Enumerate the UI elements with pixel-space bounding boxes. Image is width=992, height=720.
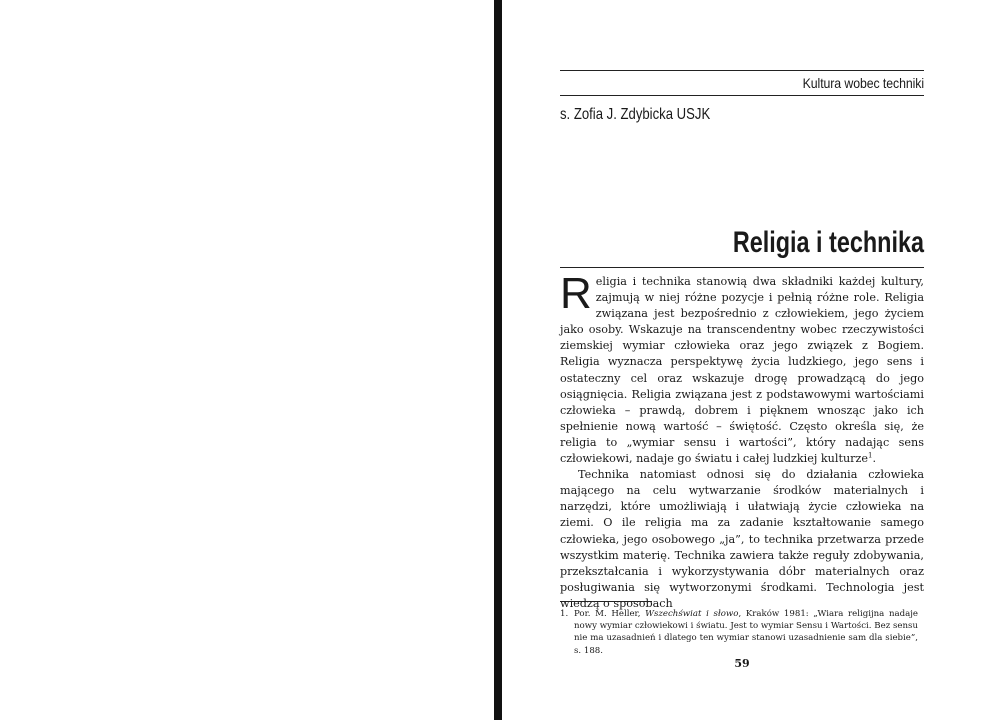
footnote-rule bbox=[560, 601, 652, 602]
running-header: Kultura wobec techniki bbox=[802, 75, 924, 91]
footnote-prefix: Por. M. Heller, bbox=[574, 609, 646, 619]
footnote bbox=[560, 608, 924, 657]
footnote-mark: 1. bbox=[560, 609, 569, 619]
footnote-body bbox=[574, 608, 918, 657]
paragraph-1-text: eligia i technika stanowią dwa składniki każdej kultury, zajmują w niej różne pozycje i pełnią różne role. Religia związana jest bezpośrednio z człowiekiem, jego życiem jako osoby. Wskazuje na transcendentny wobec rzeczywistości ziemskiej wymiar człowieka oraz jego związek z Bogiem. Religia wyznacza perspektywę życia ludzkiego, jego sens i ostateczny cel oraz wskazuje drogę prowadzącą do jego osiągnięcia. Religia związana jest z podstawowymi wartościami człowieka – prawdą, dobrem i pięknem wnosząc jako ich spełnienie nową wartość – świętość. Często określa się, że religia to „wymiar sensu i wartości”, który nadając sens człowiekowi, nadaje go światu i całej ludzkiej kulturze bbox=[560, 275, 924, 466]
footnote-work-title: Wszechświat i słowo bbox=[645, 609, 739, 619]
header-rule-bottom bbox=[560, 95, 924, 96]
book-page bbox=[560, 70, 924, 670]
header-rule-top bbox=[560, 70, 924, 71]
footnote-suffix: , Kraków 1981: „Wiara religijna nadaje nowy wymiar człowiekowi i światu. Jest to wymiar Sensu i Wartości. Bez sensu nie ma uzasadnień i dlatego ten wymiar stanowi uzasadnienie sam dla siebie”, s. 188. bbox=[574, 609, 918, 656]
paragraph-2: Technika natomiast odnosi się do działania człowieka mającego na celu wytwarzanie środków materialnych i narzędzi, które umożliwiają i ułatwiają życie człowieka na ziemi. O ile religia ma za zadanie kształtowanie samego człowieka, jego osobowego „ja”, to technika przetwarza przede wszystkim materię. Technika zawiera także reguły zdobywania, przekształcania i wykorzystywania dóbr materialnych oraz posługiwania się wytworzonymi środkami. Technologia jest wiedzą o sposobach bbox=[560, 468, 924, 610]
article-body bbox=[560, 269, 924, 612]
author-name: s. Zofia J. Zdybicka USJK bbox=[560, 106, 711, 123]
title-rule bbox=[560, 267, 924, 268]
footnote-reference[interactable]: 1 bbox=[868, 451, 873, 460]
article-title: Religia i technika bbox=[732, 226, 924, 259]
book-spine bbox=[494, 0, 502, 720]
drop-cap: R bbox=[560, 269, 592, 318]
paragraph-1-end: . bbox=[872, 452, 877, 466]
paragraph-1 bbox=[560, 269, 924, 467]
page-number: 59 bbox=[734, 657, 750, 670]
